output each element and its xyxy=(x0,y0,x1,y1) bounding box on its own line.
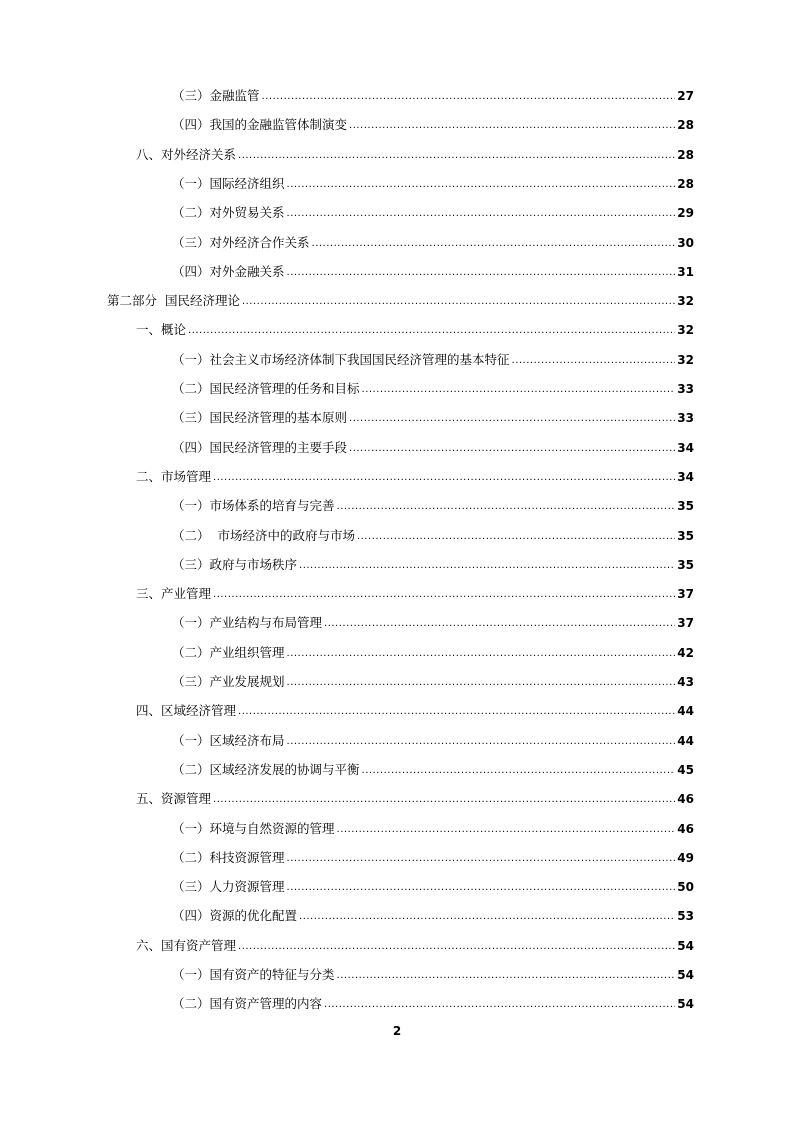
toc-entry[interactable] xyxy=(172,557,694,573)
toc-entry-page-number: 46 xyxy=(677,792,694,807)
toc-entry[interactable] xyxy=(172,674,694,690)
toc-entry[interactable] xyxy=(172,117,694,133)
toc-entry-page-number: 33 xyxy=(677,382,694,396)
toc-entry[interactable] xyxy=(172,850,694,866)
toc-entry-page-number: 44 xyxy=(677,733,694,748)
toc-dot-leader xyxy=(287,208,676,220)
toc-entry-label: （三）产业发展规划 xyxy=(172,674,285,689)
toc-entry-label: （四）我国的金融监管体制演变 xyxy=(172,117,348,133)
toc-entry-label: 三、产业管理 xyxy=(136,586,212,602)
toc-entry[interactable] xyxy=(172,352,694,368)
toc-entry[interactable] xyxy=(172,645,694,661)
toc-dot-leader xyxy=(287,736,676,748)
toc-entry-label: （二） 市场经济中的政府与市场 xyxy=(172,527,355,543)
toc-entry-page-number: 32 xyxy=(677,323,694,338)
toc-entry-label: 八、对外经济关系 xyxy=(136,146,237,162)
toc-entry-label: （二）区域经济发展的协调与平衡 xyxy=(172,761,360,777)
toc-entry-label: 二、市场管理 xyxy=(136,468,212,484)
toc-entry-page-number: 28 xyxy=(677,176,694,191)
toc-entry-label: （一）产业结构与布局管理 xyxy=(172,615,323,631)
toc-entry-label: （二）科技资源管理 xyxy=(172,849,285,865)
toc-entry[interactable] xyxy=(136,586,694,602)
toc-entry-label: （一）区域经济布局 xyxy=(172,732,285,748)
toc-entry-label: （三）国民经济管理的基本原则 xyxy=(172,410,348,426)
toc-entry[interactable] xyxy=(172,88,694,104)
toc-dot-leader xyxy=(238,150,675,162)
toc-entry[interactable] xyxy=(172,381,694,397)
toc-dot-leader xyxy=(324,618,675,630)
toc-entry[interactable] xyxy=(136,703,694,719)
toc-entry[interactable] xyxy=(172,528,694,544)
toc-entry-page-number: 28 xyxy=(677,118,694,133)
toc-entry[interactable] xyxy=(172,821,694,837)
toc-entry-label: （一）国有资产的特征与分类 xyxy=(172,967,335,982)
toc-entry-page-number: 45 xyxy=(677,762,694,777)
toc-entry-label: （三）金融监管 xyxy=(172,88,260,103)
toc-dot-leader xyxy=(287,853,676,865)
toc-dot-leader xyxy=(324,999,675,1011)
toc-dot-leader xyxy=(213,589,675,601)
toc-entry-page-number: 30 xyxy=(677,235,694,250)
toc-entry-label: （四）国民经济管理的主要手段 xyxy=(172,439,348,455)
toc-entry[interactable] xyxy=(136,938,694,954)
toc-entry-label: （四）对外金融关系 xyxy=(172,263,285,279)
toc-entry-page-number: 32 xyxy=(677,352,694,367)
toc-entry[interactable] xyxy=(172,235,694,251)
toc-entry-label: （二）国民经济管理的任务和目标 xyxy=(172,381,360,396)
toc-entry-page-number: 44 xyxy=(677,704,694,719)
toc-entry-page-number: 27 xyxy=(677,89,694,103)
toc-dot-leader xyxy=(349,120,675,132)
toc-entry[interactable] xyxy=(172,908,694,924)
toc-entry-page-number: 49 xyxy=(677,850,694,865)
toc-entry-label: 五、资源管理 xyxy=(136,791,212,807)
toc-entry-page-number: 28 xyxy=(677,147,694,162)
toc-entry-label: （二）产业组织管理 xyxy=(172,644,285,660)
toc-entry[interactable] xyxy=(172,440,694,456)
toc-entry-page-number: 33 xyxy=(677,411,694,426)
toc-dot-leader xyxy=(312,238,676,250)
toc-dot-leader xyxy=(337,501,676,513)
toc-entry-label: （三）对外经济合作关系 xyxy=(172,234,310,250)
toc-entry-label: （四）资源的优化配置 xyxy=(172,908,298,924)
toc-entry-label: （一）市场体系的培育与完善 xyxy=(172,498,335,514)
toc-entry-page-number: 54 xyxy=(677,938,694,953)
toc-entry[interactable] xyxy=(172,498,694,514)
toc-dot-leader xyxy=(512,355,676,367)
toc-entry[interactable] xyxy=(172,762,694,778)
toc-dot-leader xyxy=(287,267,676,279)
toc-entry[interactable] xyxy=(136,791,694,807)
toc-dot-leader xyxy=(188,325,675,337)
toc-entry[interactable] xyxy=(172,615,694,631)
toc-dot-leader xyxy=(357,531,675,543)
toc-entry[interactable] xyxy=(172,879,694,895)
toc-entry-page-number: 43 xyxy=(677,675,694,689)
toc-dot-leader xyxy=(299,560,675,572)
toc-dot-leader xyxy=(287,179,676,191)
toc-entry[interactable] xyxy=(136,147,694,163)
toc-entry[interactable] xyxy=(172,410,694,426)
toc-entry-label: （二）国有资产管理的内容 xyxy=(172,996,323,1012)
toc-entry-label: （一）社会主义市场经济体制下我国国民经济管理的基本特征 xyxy=(172,351,510,367)
toc-entry-page-number: 29 xyxy=(677,206,694,221)
toc-dot-leader xyxy=(262,91,676,103)
toc-dot-leader xyxy=(349,413,675,425)
toc-entry-page-number: 35 xyxy=(677,557,694,572)
toc-entry-label: （一）环境与自然资源的管理 xyxy=(172,820,335,836)
toc-entry[interactable] xyxy=(136,469,694,485)
toc-entry-page-number: 34 xyxy=(677,440,694,455)
toc-entry[interactable] xyxy=(172,967,694,983)
toc-entry-page-number: 31 xyxy=(677,264,694,279)
toc-dot-leader xyxy=(362,765,676,777)
toc-entry-page-number: 42 xyxy=(677,645,694,660)
toc-entry-page-number: 50 xyxy=(677,880,694,895)
toc-entry-label: 一、概论 xyxy=(136,322,187,338)
toc-entry[interactable] xyxy=(172,205,694,221)
toc-dot-leader xyxy=(287,648,676,660)
toc-dot-leader xyxy=(238,706,675,718)
toc-entry-label: （二）对外贸易关系 xyxy=(172,205,285,221)
toc-entry[interactable] xyxy=(172,996,694,1012)
toc-entry[interactable] xyxy=(172,733,694,749)
toc-dot-leader xyxy=(213,472,675,484)
toc-entry[interactable] xyxy=(136,322,694,338)
toc-entry-label: 第二部分 国民经济理论 xyxy=(107,293,240,309)
toc-dot-leader xyxy=(337,970,676,982)
toc-entry-page-number: 35 xyxy=(677,528,694,543)
toc-entry-page-number: 46 xyxy=(677,821,694,836)
toc-entry-page-number: 32 xyxy=(677,294,694,309)
toc-entry-page-number: 34 xyxy=(677,469,694,484)
toc-entry-label: （一）国际经济组织 xyxy=(172,175,285,191)
toc-entry-page-number: 37 xyxy=(677,587,694,602)
toc-entry-label: （三）政府与市场秩序 xyxy=(172,556,298,572)
toc-entry-page-number: 54 xyxy=(677,997,694,1012)
toc-entry-page-number: 53 xyxy=(677,909,694,924)
toc-entry-page-number: 37 xyxy=(677,616,694,631)
toc-entry[interactable] xyxy=(107,293,694,309)
toc-entry-page-number: 35 xyxy=(677,499,694,514)
toc-dot-leader xyxy=(337,824,676,836)
toc-entry-label: 六、国有资产管理 xyxy=(136,937,237,953)
toc-dot-leader xyxy=(362,384,676,396)
toc-dot-leader xyxy=(242,296,675,308)
toc-dot-leader xyxy=(349,443,675,455)
page-number: 2 xyxy=(392,1024,402,1038)
toc-entry[interactable] xyxy=(172,264,694,280)
toc-dot-leader xyxy=(299,911,675,923)
toc-dot-leader xyxy=(287,882,676,894)
toc-dot-leader xyxy=(213,794,675,806)
toc-entry-label: 四、区域经济管理 xyxy=(136,703,237,719)
toc-entry[interactable] xyxy=(172,176,694,192)
toc-dot-leader xyxy=(287,677,676,689)
toc-entry-label: （三）人力资源管理 xyxy=(172,879,285,895)
toc-dot-leader xyxy=(238,941,675,953)
toc-entry-page-number: 54 xyxy=(677,968,694,982)
